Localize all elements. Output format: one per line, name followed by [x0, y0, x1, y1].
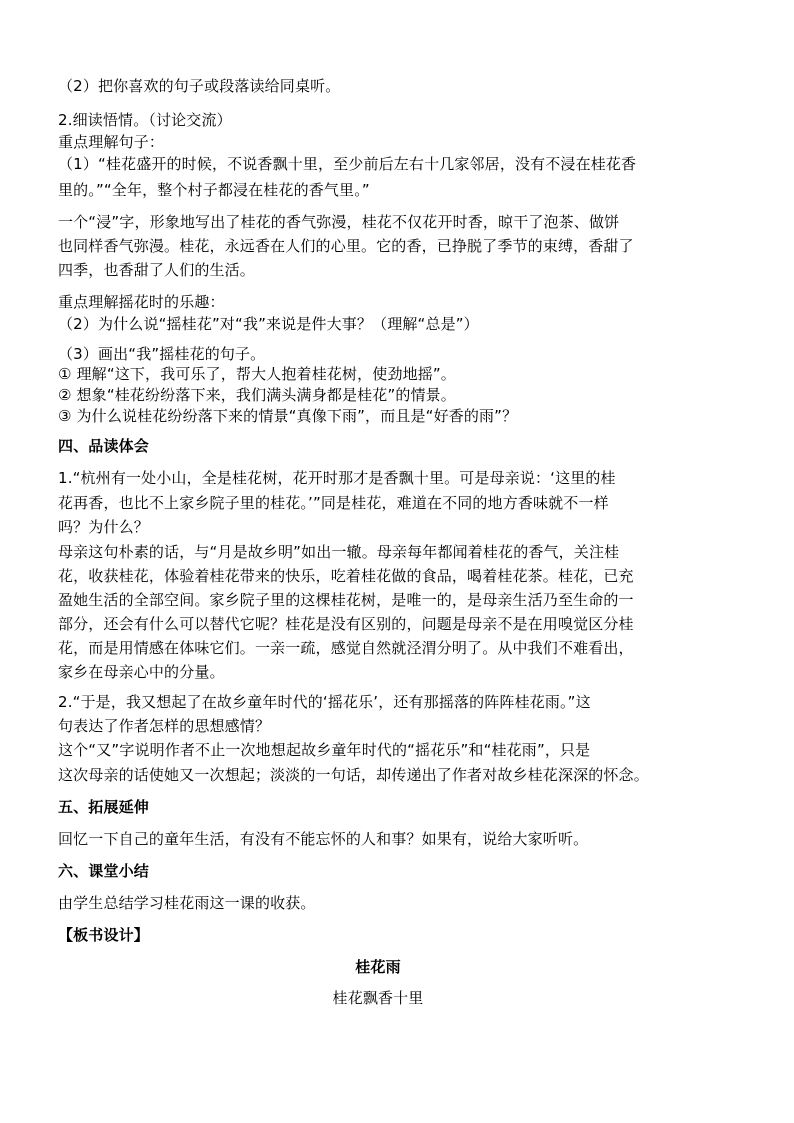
- text-line: 1.“杭州有一处小山，全是桂花树，花开时那才是香飘十里。可是母亲说：‘这里的桂: [58, 469, 616, 487]
- section-heading: 五、拓展延伸: [58, 798, 149, 816]
- section-heading: 六、课堂小结: [58, 862, 149, 880]
- text-line: （2）把你喜欢的句子或段落读给同桌听。: [58, 77, 341, 95]
- text-line: 四季，也香甜了人们的生活。: [58, 261, 255, 279]
- text-line: 2.细读悟情。（讨论交流）: [58, 111, 232, 129]
- text-line: ② 想象“桂花纷纷落下来，我们满头满身都是桂花”的情景。: [58, 386, 456, 404]
- text-line: 母亲这句朴素的话，与“月是故乡明”如出一辙。母亲每年都闻着桂花的香气，关注桂: [58, 543, 620, 561]
- text-line: 回忆一下自己的童年生活，有没有不能忘怀的人和事？如果有，说给大家听听。: [58, 830, 589, 848]
- text-line: 一个“浸”字，形象地写出了桂花的香气弥漫，桂花不仅花开时香，晾干了泡茶、做饼: [58, 213, 620, 231]
- text-line: 这次母亲的话使她又一次想起；淡淡的一句话，却传递出了作者对故乡桂花深深的怀念。: [58, 766, 649, 784]
- text-line: 吗？为什么？: [58, 518, 149, 536]
- text-line: （1）“桂花盛开的时候，不说香飘十里，至少前后左右十几家邻居，没有不浸在桂花香: [58, 155, 637, 173]
- text-line: 花，而是用情感在体味它们。一亲一疏，感觉自然就泾渭分明了。从中我们不难看出，: [58, 639, 634, 657]
- text-line: 由学生总结学习桂花雨这一课的收获。: [58, 894, 316, 912]
- text-line: 句表达了作者怎样的思想感情？: [58, 717, 271, 735]
- text-line: 家乡在母亲心中的分量。: [58, 663, 225, 681]
- text-line: ① 理解“这下，我可乐了，帮大人抱着桂花树，使劲地摇”。: [58, 365, 456, 383]
- text-line: （2）为什么说“摇桂花”对“我”来说是件大事？（理解“总是”）: [58, 315, 479, 333]
- text-line: 里的。”“全年，整个村子都浸在桂花的香气里。”: [58, 181, 370, 199]
- text-line: 重点理解句子：: [58, 133, 165, 151]
- text-line: 重点理解摇花时的乐趣：: [58, 293, 225, 311]
- board-design-heading: 【板书设计】: [58, 926, 149, 944]
- text-line: 也同样香气弥漫。桂花，永远香在人们的心里。它的香，已挣脱了季节的束缚，香甜了: [58, 237, 634, 255]
- section-heading: 四、品读体会: [58, 437, 149, 455]
- text-line: （3）画出“我”摇桂花的句子。: [58, 345, 266, 363]
- text-line: 花，收获桂花，体验着桂花带来的快乐，吃着桂花做的食品，喝着桂花茶。桂花，已充: [58, 567, 634, 585]
- text-line: 盈她生活的全部空间。家乡院子里的这棵桂花树，是唯一的，是母亲生活乃至生命的一: [58, 591, 634, 609]
- text-line: 花再香，也比不上家乡院子里的桂花。’”同是桂花，难道在不同的地方香味就不一样: [58, 494, 609, 512]
- text-line: 2.“于是，我又想起了在故乡童年时代的‘摇花乐’，还有那摇落的阵阵桂花雨。”这: [58, 693, 591, 711]
- board-title: 桂花雨: [355, 958, 401, 976]
- text-line: ③ 为什么说桂花纷纷落下来的情景“真像下雨”，而且是“好香的雨”？: [58, 407, 518, 425]
- text-line: 部分，还会有什么可以替代它呢？桂花是没有区别的，问题是母亲不是在用嗅觉区分桂: [58, 615, 634, 633]
- board-subtitle: 桂花飘香十里: [332, 989, 424, 1007]
- text-line: 这个“又”字说明作者不止一次地想起故乡童年时代的“摇花乐”和“桂花雨”，只是: [58, 741, 591, 759]
